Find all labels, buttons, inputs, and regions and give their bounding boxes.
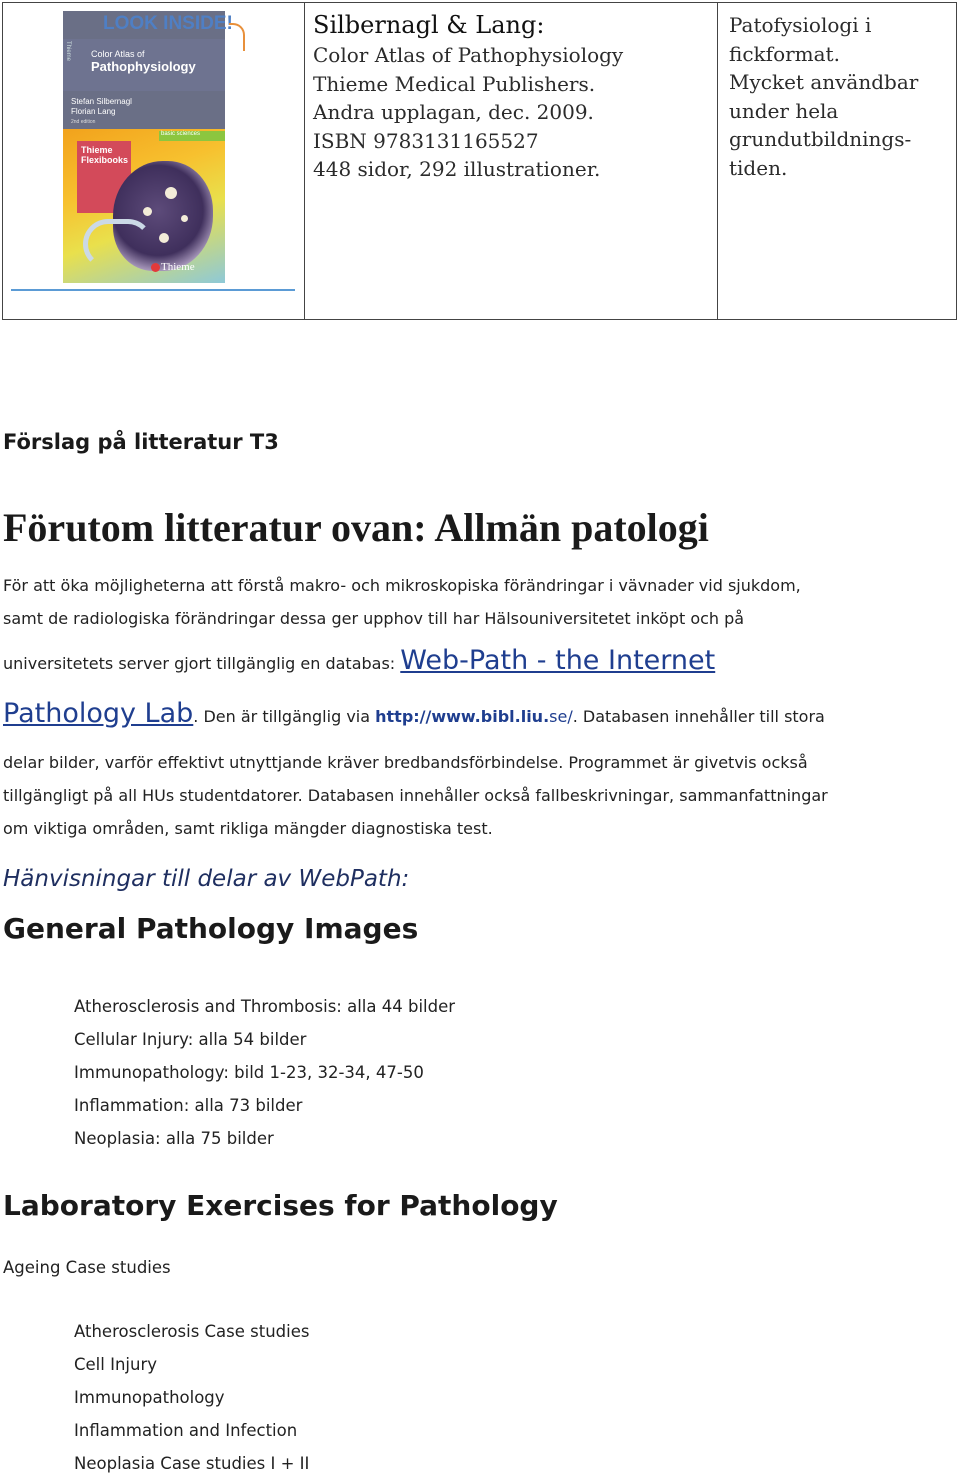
column-divider (304, 3, 305, 319)
cover-subtitle: Color Atlas of (91, 49, 145, 59)
note-line: fickformat. (729, 41, 840, 66)
ageing-case-studies: Ageing Case studies (3, 1258, 171, 1277)
paragraph-text: universitetets server gjort tillgänglig en databas: (3, 654, 401, 673)
cover-tube-illustration (83, 219, 153, 269)
book-detail: Color Atlas of Pathophysiology (313, 43, 624, 67)
cover-series-line: Thieme (81, 145, 113, 155)
references-heading: Hänvisningar till delar av WebPath: (3, 866, 410, 892)
cover-brand-text: Thieme (65, 41, 71, 62)
url-path: se/ (549, 707, 573, 726)
paragraph-line (3, 698, 825, 729)
look-inside-label: LOOK INSIDE! (103, 13, 233, 34)
lab-exercises-list (74, 1315, 310, 1480)
library-url-link[interactable] (375, 707, 573, 726)
cover-authors (71, 97, 132, 117)
book-detail: ISBN 9783131165527 (313, 128, 539, 153)
cover-series-line: Flexibooks (81, 155, 129, 165)
paragraph-text: . Den är tillgänglig via (193, 707, 376, 726)
paragraph-line: tillgängligt på all HUs studentdatorer. Databasen innehåller också fallbeskrivningar, sammanfattningar (3, 786, 828, 805)
cover-title: Pathophysiology (91, 59, 196, 74)
list-item: Neoplasia Case studies I + II (74, 1454, 310, 1473)
paragraph-line: om viktiga områden, samt rikliga mängder diagnostiska test. (3, 819, 493, 838)
book-table (2, 2, 957, 320)
list-item: Inflammation and Infection (74, 1421, 298, 1440)
paragraph-text: . Databasen innehåller till stora (572, 707, 825, 726)
note-line: under hela (729, 98, 839, 123)
list-item: Atherosclerosis and Thrombosis: alla 44 bilder (74, 997, 456, 1016)
general-pathology-heading: General Pathology Images (3, 912, 419, 945)
list-item: Inflammation: alla 73 bilder (74, 1096, 303, 1115)
cover-cell-illustration (181, 215, 188, 222)
list-item: Cellular Injury: alla 54 bilder (74, 1030, 307, 1049)
cover-edition: 2nd edition (71, 119, 96, 125)
book-detail: Thieme Medical Publishers. (313, 71, 596, 96)
note-line: Patofysiologi i (729, 13, 872, 37)
cover-publisher: Thieme (161, 261, 195, 273)
publisher-logo-icon (151, 263, 160, 272)
list-item: Cell Injury (74, 1355, 157, 1374)
look-inside-arrow-icon (229, 23, 245, 51)
list-item: Atherosclerosis Case studies (74, 1322, 310, 1341)
list-item: Immunopathology (74, 1388, 225, 1407)
cover-cell-illustration (159, 233, 169, 243)
cover-series-label (81, 145, 128, 165)
book-note (729, 11, 954, 182)
main-heading: Förutom litteratur ovan: Allmän patologi (3, 505, 709, 550)
url-host: http://www.bibl.liu. (375, 707, 550, 726)
book-detail: Andra upplagan, dec. 2009. (313, 100, 594, 124)
webpath-link[interactable]: Web-Path - the Internet (400, 645, 716, 676)
book-title: Silbernagl & Lang: (313, 11, 545, 39)
cover-category: basic sciences (161, 131, 201, 137)
note-line: grundutbildnings- (729, 127, 912, 151)
cover-cell (3, 3, 303, 319)
list-item: Neoplasia: alla 75 bilder (74, 1129, 274, 1148)
paragraph-line (3, 645, 715, 676)
literature-heading: Förslag på litteratur T3 (3, 430, 279, 454)
book-cover-image[interactable] (63, 11, 225, 283)
webpath-link-continued[interactable]: Pathology Lab (3, 698, 194, 729)
cover-link-underline (11, 289, 295, 291)
paragraph-line: samt de radiologiska förändringar dessa ger upphov till har Hälsouniversitetet inköpt och på (3, 609, 745, 628)
note-line: Mycket användbar (729, 70, 919, 94)
general-pathology-list (74, 990, 455, 1155)
book-detail: 448 sidor, 292 illustrationer. (313, 157, 601, 181)
note-line: tiden. (729, 155, 788, 180)
list-item: Immunopathology: bild 1-23, 32-34, 47-50 (74, 1063, 424, 1082)
cover-cell-illustration (165, 187, 177, 199)
cover-author: Stefan Silbernagl (71, 97, 132, 106)
cover-cell-illustration (143, 207, 152, 216)
column-divider (717, 3, 718, 319)
book-description (313, 9, 713, 184)
cover-author: Florian Lang (71, 107, 116, 116)
paragraph-line: För att öka möjligheterna att förstå makro- och mikroskopiska förändringar i vävnader vid sjukdom, (3, 576, 801, 595)
paragraph-line: delar bilder, varför effektivt utnyttjande kräver bredbandsförbindelse. Programmet är givetvis också (3, 753, 808, 772)
lab-exercises-heading: Laboratory Exercises for Pathology (3, 1189, 558, 1222)
